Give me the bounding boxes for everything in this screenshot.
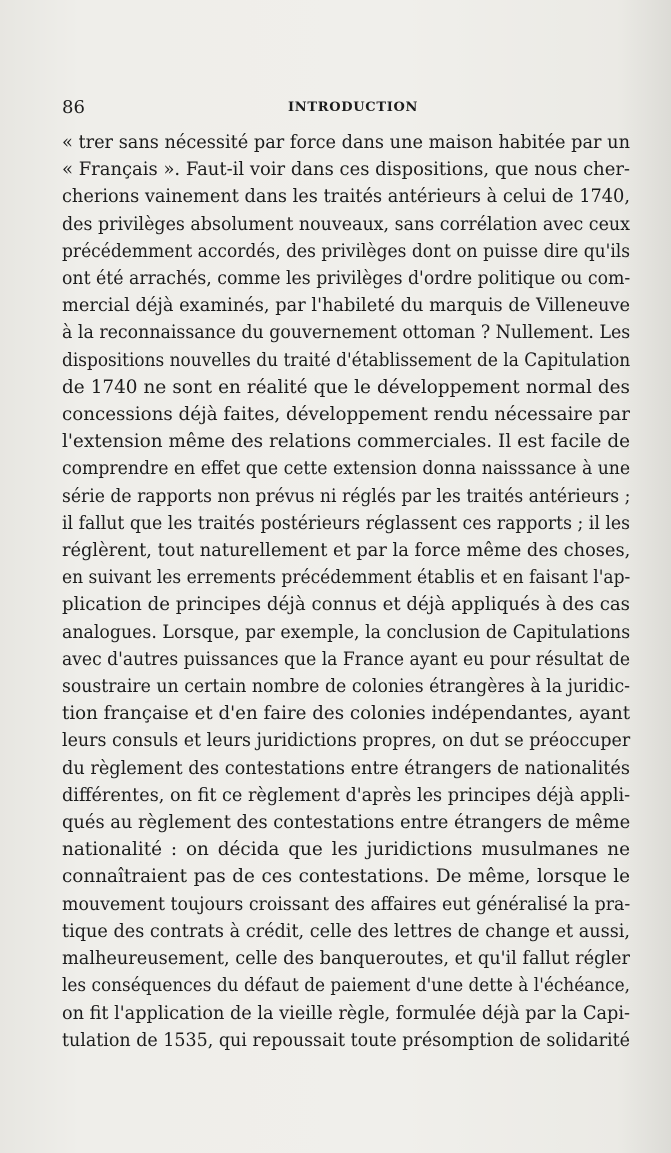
text-line: l'extension même des relations commerciales. Il est facile de [62,431,630,453]
text-line: cherions vainement dans les traités antérieurs à celui de 1740, [62,186,630,208]
text-line: soustraire un certain nombre de colonies étrangères à la juridic- [62,676,631,698]
text-line: en suivant les errements précédemment établis et en faisant l'ap- [62,567,631,589]
text-line: série de rapports non prévus ni réglés par les traités antérieurs ; [62,485,631,507]
text-line: précédemment accordés, des privilèges dont on puisse dire qu'ils [62,240,630,262]
text-line: malheureusement, celle des banqueroutes, et qu'il fallut régler [62,948,630,970]
text-line: réglèrent, tout naturellement et par la force même des choses, [62,540,631,562]
page-header [62,96,630,120]
text-line: « trer sans nécessité par force dans une maison habitée par un [62,132,630,153]
text-line: à la reconnaissance du gouvernement ottoman ? Nullement. Les [62,322,631,344]
text-line: qués au règlement des contestations entre étrangers de même [62,812,631,834]
text-line: il fallut que les traités postérieurs réglassent ces rapports ; il les [62,512,630,534]
text-line: tique des contrats à crédit, celle des lettres de change et aussi, [62,920,631,942]
text-line: différentes, on fit ce règlement d'après les principes déjà appli- [62,784,631,806]
text-line: tion française et d'en faire des colonies indépendantes, ayant [62,703,631,725]
text-line: leurs consuls et leurs juridictions propres, on dut se préoccuper [62,730,631,752]
text-line: plication de principes déjà connus et déjà appliqués à des cas [62,594,630,616]
text-line: analogues. Lorsque, par exemple, la conclusion de Capitulations [62,621,631,643]
text-line: de 1740 ne sont en réalité que le développement normal des [62,376,630,398]
text-line: mercial déjà examinés, par l'habileté du marquis de Villeneuve [62,295,631,317]
text-line: connaîtraient pas de ces contestations. De même, lorsque le [62,866,630,888]
text-line: mouvement toujours croissant des affaires eut généralisé la pra- [62,893,631,915]
text-line: on fit l'application de la vieille règle, formulée déjà par la Capi- [62,1002,631,1024]
text-line: ont été arrachés, comme les privilèges d'ordre politique ou com- [62,268,631,290]
text-line: dispositions nouvelles du traité d'établissement de la Capitulation [62,349,631,371]
text-line: du règlement des contestations entre étrangers de nationalités [62,757,630,779]
text-line: concessions déjà faites, développement rendu nécessaire par [62,404,630,426]
running-title: INTRODUCTION [288,100,419,115]
text-line: tulation de 1535, qui repoussait toute présomption de solidarité [62,1029,630,1051]
text-line: des privilèges absolument nouveaux, sans corrélation avec ceux [62,213,630,235]
text-line: « Français ». Faut-il voir dans ces dispositions, que nous cher- [62,159,630,181]
body-paragraph [62,129,630,1054]
text-line: nationalité : on décida que les juridictions musulmanes ne [62,839,630,861]
text-line: avec d'autres puissances que la France ayant eu pour résultat de [62,648,631,670]
text-line: comprendre en effet que cette extension donna naisssance à une [62,458,631,480]
page-number: 86 [62,97,85,118]
text-line: les conséquences du défaut de paiement d'une dette à l'échéance, [62,975,631,997]
